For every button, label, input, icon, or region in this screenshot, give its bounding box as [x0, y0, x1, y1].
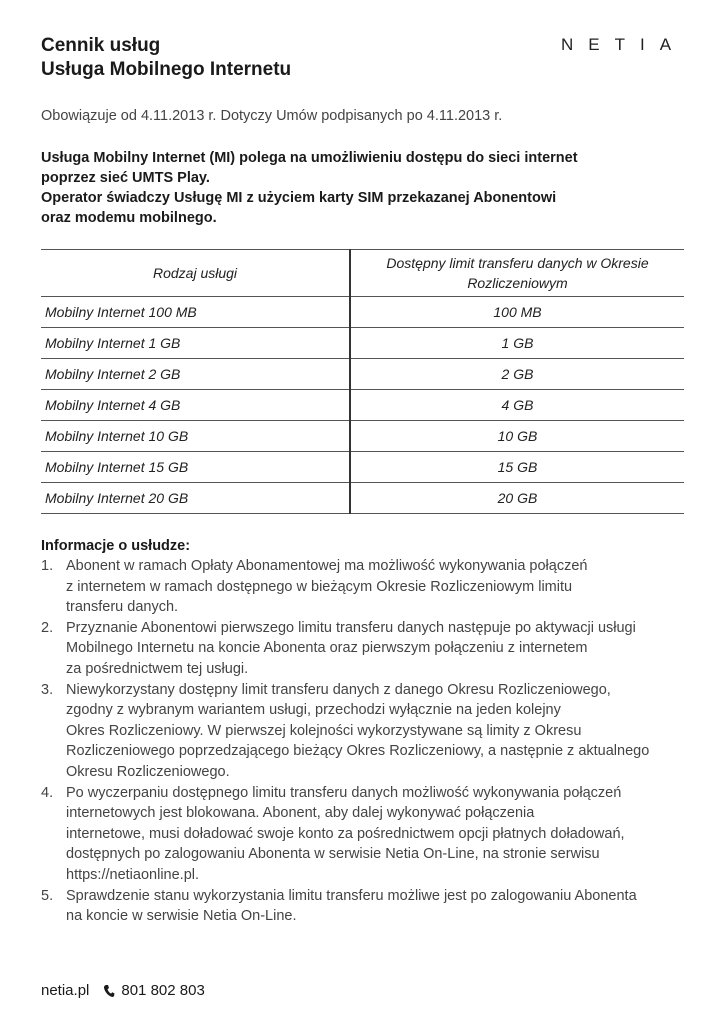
- info-item-number: 2.: [41, 619, 54, 636]
- table-row: [41, 328, 684, 359]
- info-line: z internetem w ramach dostępnego w bieżącym Okresie Rozliczeniowym limitu: [66, 578, 573, 595]
- table-row: [41, 297, 684, 328]
- service-table: [41, 249, 684, 514]
- limit-cell: 15 GB: [350, 452, 684, 483]
- info-line: Abonent w ramach Opłaty Abonamentowej ma możliwość wykonywania połączeń: [66, 558, 588, 574]
- table-row: [41, 359, 684, 390]
- info-line: Po wyczerpaniu dostępnego limitu transferu danych możliwość wykonywania połączeń: [66, 784, 622, 801]
- info-line: https://netiaonline.pl.: [66, 866, 200, 883]
- service-intro: [41, 148, 661, 228]
- table-row: [41, 421, 684, 452]
- info-line: za pośrednictwem tej usługi.: [66, 660, 249, 677]
- info-line: Okresu Rozliczeniowego.: [66, 763, 230, 780]
- info-list: [41, 556, 681, 927]
- info-item-number: 3.: [41, 681, 54, 698]
- info-line: internetowe, musi doładować swoje konto za pośrednictwem opcji płatnych doładowań,: [66, 825, 625, 842]
- netia-logo: NETIA: [561, 35, 687, 54]
- table-row: [41, 452, 684, 483]
- column-header-transfer-limit: Dostępny limit transferu danych w Okresie Rozliczeniowym: [350, 250, 684, 297]
- info-item-number: 1.: [41, 558, 54, 574]
- info-item: [41, 618, 681, 680]
- table-row: [41, 483, 684, 514]
- limit-cell: 100 MB: [350, 297, 684, 328]
- info-item: [41, 886, 681, 927]
- service-name-cell: Mobilny Internet 10 GB: [41, 421, 350, 452]
- table-header-row: [41, 250, 684, 297]
- limit-cell: 1 GB: [350, 328, 684, 359]
- info-line: Mobilnego Internetu na koncie Abonenta oraz pierwszym połączeniu z internetem: [66, 640, 588, 657]
- info-line: Okres Rozliczeniowy. W pierwszej kolejności wykorzystywane są limity z Okresu: [66, 722, 582, 739]
- service-name-cell: Mobilny Internet 1 GB: [41, 328, 350, 359]
- intro-line: oraz modemu mobilnego.: [41, 210, 217, 226]
- validity-note: Obowiązuje od 4.11.2013 r. Dotyczy Umów podpisanych po 4.11.2013 r.: [41, 108, 503, 124]
- info-heading: Informacje o usłudze:: [41, 538, 191, 554]
- info-line: Niewykorzystany dostępny limit transferu danych z danego Okresu Rozliczeniowego,: [66, 681, 611, 698]
- info-item-number: 4.: [41, 784, 54, 801]
- column-header-service-type: Rodzaj usługi: [41, 250, 350, 297]
- service-name-cell: Mobilny Internet 4 GB: [41, 390, 350, 421]
- limit-cell: 2 GB: [350, 359, 684, 390]
- footer: [41, 982, 205, 999]
- info-line: transferu danych.: [66, 599, 179, 616]
- info-line: zgodny z wybranym wariantem usługi, przechodzi wyłącznie na jeden kolejny: [66, 702, 561, 719]
- service-name-cell: Mobilny Internet 100 MB: [41, 297, 350, 328]
- limit-cell: 20 GB: [350, 483, 684, 514]
- phone-number[interactable]: 801 802 803: [121, 982, 205, 999]
- service-name-cell: Mobilny Internet 2 GB: [41, 359, 350, 390]
- info-line: Sprawdzenie stanu wykorzystania limitu transferu możliwe jest po zalogowaniu Abonenta: [66, 887, 637, 904]
- service-name-cell: Mobilny Internet 20 GB: [41, 483, 350, 514]
- page-title: [41, 34, 291, 82]
- phone-icon: [103, 984, 115, 998]
- info-line: na koncie w serwisie Netia On-Line.: [66, 908, 297, 925]
- limit-cell: 10 GB: [350, 421, 684, 452]
- title-line-1: Cennik usług: [41, 35, 161, 56]
- info-item: [41, 680, 681, 783]
- title-line-2: Usługa Mobilnego Internetu: [41, 59, 292, 80]
- service-name-cell: Mobilny Internet 15 GB: [41, 452, 350, 483]
- website-link[interactable]: netia.pl: [41, 982, 90, 999]
- intro-line: Usługa Mobilny Internet (MI) polega na umożliwieniu dostępu do sieci internet: [41, 150, 578, 166]
- intro-line: poprzez sieć UMTS Play.: [41, 170, 210, 186]
- info-line: Rozliczeniowego poprzedzającego bieżący Okres Rozliczeniowy, a następnie z aktualnego: [66, 743, 650, 760]
- intro-line: Operator świadczy Usługę MI z użyciem karty SIM przekazanej Abonentowi: [41, 190, 557, 206]
- limit-cell: 4 GB: [350, 390, 684, 421]
- info-line: internetowych jest blokowana. Abonent, aby dalej wykonywać połączenia: [66, 805, 535, 822]
- info-line: dostępnych po zalogowaniu Abonenta w serwisie Netia On-Line, na stronie serwisu: [66, 846, 600, 863]
- info-item: [41, 556, 681, 618]
- info-item: [41, 783, 681, 886]
- table-row: [41, 390, 684, 421]
- info-line: Przyznanie Abonentowi pierwszego limitu transferu danych następuje po aktywacji usługi: [66, 619, 636, 636]
- info-item-number: 5.: [41, 887, 54, 904]
